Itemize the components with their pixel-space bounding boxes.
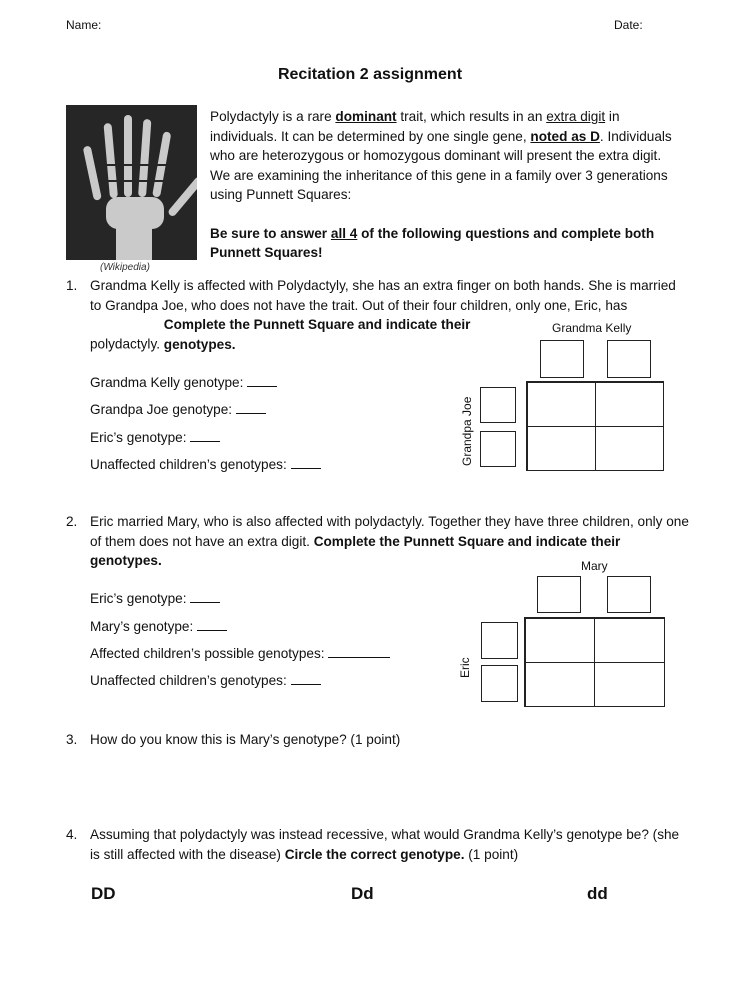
punnett-1-allele-side-1[interactable] [480,387,516,423]
punnett-2-side-label: Eric [458,657,472,678]
q1-line-1: Grandma Kelly genotype: [90,373,277,393]
page-title: Recitation 2 assignment [277,66,463,83]
punnett-2-cell[interactable] [594,662,665,707]
choice-dd-upper[interactable]: DD [91,884,116,903]
punnett-2-allele-side-2[interactable] [481,665,518,702]
punnett-2-grid [524,617,665,707]
punnett-1-cell[interactable] [527,426,596,471]
punnett-1-cell[interactable] [527,382,596,427]
q2-line-3: Affected children’s possible genotypes: [90,644,390,664]
punnett-1-side-label: Grandpa Joe [460,396,474,466]
punnett-1-allele-top-2[interactable] [607,340,651,378]
punnett-1-allele-top-1[interactable] [540,340,584,378]
question-1-text: Grandma Kelly is affected with Polydactyly, she has an extra finger on both hands. She is married to Grandpa Joe, who does not have the trait. Out of their four children, only one, Eric, has polydactyly. Complete the Punnett Square and indicate their genotypes. [90,278,676,352]
q2-line-1: Eric’s genotype: [90,589,220,609]
choice-dd-hetero[interactable]: Dd [351,884,374,903]
q1-line-3: Eric’s genotype: [90,428,220,448]
q2-line-2: Mary’s genotype: [90,617,227,637]
question-3-text: How do you know this is Mary’s genotype? (1 point) [90,732,401,747]
punnett-1-top-label: Grandma Kelly [552,321,632,335]
choice-dd-lower[interactable]: dd [587,884,608,903]
punnett-2-top-label: Mary [581,559,608,573]
question-2-text: Eric married Mary, who is also affected with polydactyly. Together they have three children, only one of them does not have an extra digit. Complete the Punnett Square and indicate their genotypes. [90,514,689,568]
date-label: Date: [614,18,643,32]
punnett-2-allele-top-2[interactable] [607,576,651,613]
punnett-1-allele-side-2[interactable] [480,431,516,467]
punnett-2-allele-top-1[interactable] [537,576,581,613]
punnett-1-cell[interactable] [595,426,664,471]
punnett-2-allele-side-1[interactable] [481,622,518,659]
punnett-1-grid [526,381,664,471]
question-4-text: Assuming that polydactyly was instead recessive, what would Grandma Kelly’s genotype be? (she is still affected with the disease) Circle the correct genotype. (1 point) [90,827,680,862]
intro-paragraph: Polydactyly is a rare dominant trait, which results in an extra digit in individuals. It can be determined by one single gene, noted as D. Individuals who are heterozygous or homozygous dominant will present the extra digit. We are examining the inheritance of this gene in a family over 3 generations using Punnett Squares: Be sure to answer all 4 of the following questions and complete both Punnett Squares! [210,109,672,260]
q2-line-4: Unaffected children’s genotypes: [90,671,321,691]
name-label: Name: [66,18,102,32]
q1-line-4: Unaffected children’s genotypes: [90,455,321,475]
q1-line-2: Grandpa Joe genotype: [90,400,266,420]
punnett-1-cell[interactable] [595,382,664,427]
punnett-2-cell[interactable] [525,618,596,663]
hand-xray-image [66,105,197,260]
image-caption: (Wikipedia) [100,262,150,273]
punnett-2-cell[interactable] [525,662,596,707]
punnett-2-cell[interactable] [594,618,665,663]
